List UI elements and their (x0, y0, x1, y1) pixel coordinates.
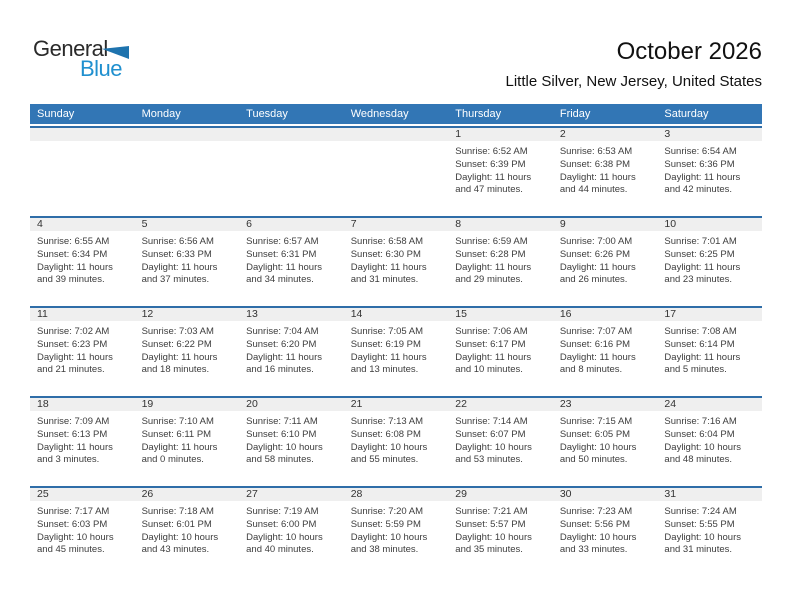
daylight-text-line1: Daylight: 10 hours (246, 441, 323, 453)
daylight-text-line1: Daylight: 11 hours (559, 171, 636, 183)
daylight-text-line1: Daylight: 10 hours (37, 531, 114, 543)
sunrise-text: Sunrise: 7:16 AM (664, 416, 737, 427)
weekday-header-tuesday: Tuesday (246, 108, 288, 120)
logo-text-general: General (33, 36, 108, 61)
day-cell-24 (657, 398, 762, 486)
daylight-text-line2: and 26 minutes. (559, 274, 628, 286)
sunrise-text: Sunrise: 7:11 AM (246, 416, 318, 427)
sunset-text: Sunset: 6:23 PM (37, 338, 108, 350)
weekday-header-monday: Monday (141, 108, 181, 120)
empty-day-cell (239, 128, 344, 216)
sunrise-text: Sunrise: 7:00 AM (559, 236, 633, 247)
day-number: 8 (455, 218, 462, 230)
daylight-text-line2: and 31 minutes. (664, 544, 733, 556)
daylight-text-line1: Daylight: 11 hours (141, 261, 218, 273)
sunrise-text: Sunrise: 7:13 AM (350, 416, 424, 427)
daylight-text-line2: and 53 minutes. (455, 454, 523, 466)
day-number: 11 (37, 308, 48, 320)
day-cell-23 (553, 398, 658, 486)
day-number: 13 (246, 308, 258, 320)
day-number: 5 (141, 218, 148, 230)
day-number: 26 (141, 488, 154, 500)
day-cell-1 (448, 128, 553, 216)
day-number: 28 (350, 488, 363, 500)
daylight-text-line2: and 40 minutes. (246, 544, 314, 556)
daylight-text-line1: Daylight: 10 hours (141, 531, 219, 543)
daylight-text-line2: and 3 minutes. (37, 454, 100, 466)
daylight-text-line2: and 29 minutes. (455, 274, 523, 286)
sunset-text: Sunset: 6:26 PM (559, 248, 631, 260)
daylight-text-line2: and 37 minutes. (141, 274, 210, 286)
daylight-text-line1: Daylight: 11 hours (559, 351, 636, 363)
sunrise-text: Sunrise: 7:24 AM (664, 506, 737, 517)
sunrise-text: Sunrise: 7:23 AM (559, 506, 633, 517)
daylight-text-line2: and 18 minutes. (141, 364, 210, 376)
day-cell-16 (553, 308, 658, 396)
day-number: 12 (141, 308, 154, 320)
sunset-text: Sunset: 6:33 PM (141, 248, 212, 260)
sunrise-text: Sunrise: 7:14 AM (455, 416, 528, 427)
daylight-text-line2: and 23 minutes. (664, 274, 733, 286)
daylight-text-line2: and 45 minutes. (37, 544, 105, 556)
daylight-text-line1: Daylight: 10 hours (559, 441, 637, 453)
daylight-text-line1: Daylight: 11 hours (664, 261, 741, 273)
sunset-text: Sunset: 6:28 PM (455, 248, 526, 260)
daylight-text-line2: and 13 minutes. (350, 364, 419, 376)
sunset-text: Sunset: 6:10 PM (246, 428, 317, 440)
day-number: 1 (455, 128, 462, 140)
day-number: 6 (246, 218, 252, 230)
week-row (30, 126, 762, 216)
day-cell-27 (239, 488, 344, 576)
week-row (30, 216, 762, 306)
sunset-text: Sunset: 6:05 PM (559, 428, 631, 440)
day-number: 3 (664, 128, 671, 140)
daylight-text-line2: and 48 minutes. (664, 454, 733, 466)
sunrise-text: Sunrise: 7:19 AM (246, 506, 319, 517)
daylight-text-line2: and 0 minutes. (141, 454, 204, 466)
sunset-text: Sunset: 6:30 PM (350, 248, 421, 260)
day-cell-11 (30, 308, 135, 396)
day-number: 22 (455, 398, 467, 410)
daylight-text-line2: and 8 minutes. (559, 364, 623, 376)
day-number: 10 (664, 218, 677, 230)
daylight-text-line1: Daylight: 11 hours (246, 261, 323, 273)
sunrise-text: Sunrise: 7:05 AM (350, 326, 424, 337)
general-blue-logo (33, 36, 163, 84)
day-cell-5 (135, 218, 240, 306)
daylight-text-line2: and 42 minutes. (664, 184, 733, 196)
weekday-header-friday: Friday (559, 108, 591, 120)
day-number: 15 (455, 308, 467, 320)
daylight-text-line2: and 38 minutes. (350, 544, 419, 556)
sunset-text: Sunset: 5:56 PM (559, 518, 631, 530)
day-number: 9 (559, 218, 566, 230)
day-cell-30 (553, 488, 658, 576)
weeks-container (30, 126, 762, 576)
sunset-text: Sunset: 6:39 PM (455, 158, 526, 170)
day-cell-12 (135, 308, 240, 396)
day-cell-8 (448, 218, 553, 306)
daylight-text-line1: Daylight: 11 hours (141, 351, 218, 363)
sunrise-text: Sunrise: 7:07 AM (559, 326, 633, 337)
daylight-text-line1: Daylight: 11 hours (455, 261, 532, 273)
daylight-text-line2: and 5 minutes. (664, 364, 727, 376)
sunset-text: Sunset: 6:14 PM (664, 338, 735, 350)
sunset-text: Sunset: 6:38 PM (559, 158, 631, 170)
sunset-text: Sunset: 5:59 PM (350, 518, 421, 530)
day-cell-28 (344, 488, 449, 576)
daylight-text-line1: Daylight: 11 hours (664, 351, 741, 363)
sunset-text: Sunset: 6:17 PM (455, 338, 526, 350)
sunset-text: Sunset: 6:11 PM (141, 428, 212, 440)
sunset-text: Sunset: 6:07 PM (455, 428, 526, 440)
week-row (30, 486, 762, 576)
sunset-text: Sunset: 6:16 PM (559, 338, 631, 350)
day-number: 23 (559, 398, 572, 410)
day-number: 31 (664, 488, 677, 500)
day-number: 25 (37, 488, 49, 500)
daylight-text-line1: Daylight: 10 hours (455, 531, 532, 543)
day-cell-3 (657, 128, 762, 216)
sunset-text: Sunset: 6:04 PM (664, 428, 735, 440)
empty-day-cell (344, 128, 449, 216)
sunrise-text: Sunrise: 6:59 AM (455, 236, 528, 247)
title-block (506, 38, 763, 90)
week-row (30, 396, 762, 486)
sunset-text: Sunset: 6:00 PM (246, 518, 317, 530)
daylight-text-line2: and 55 minutes. (350, 454, 419, 466)
sunrise-text: Sunrise: 7:06 AM (455, 326, 528, 337)
daylight-text-line1: Daylight: 10 hours (350, 441, 428, 453)
daylight-text-line1: Daylight: 10 hours (350, 531, 428, 543)
day-number: 18 (37, 398, 49, 410)
sunset-text: Sunset: 6:25 PM (664, 248, 735, 260)
day-number: 29 (455, 488, 467, 500)
sunset-text: Sunset: 6:19 PM (350, 338, 421, 350)
day-cell-7 (344, 218, 449, 306)
day-number: 24 (664, 398, 677, 410)
sunset-text: Sunset: 6:13 PM (37, 428, 108, 440)
day-number: 7 (350, 218, 357, 230)
daylight-text-line1: Daylight: 11 hours (350, 351, 427, 363)
day-cell-14 (344, 308, 449, 396)
day-cell-26 (135, 488, 240, 576)
day-number: 2 (559, 128, 566, 140)
sunrise-text: Sunrise: 6:56 AM (141, 236, 214, 247)
weekday-header-row (30, 104, 762, 124)
sunrise-text: Sunrise: 6:52 AM (455, 146, 528, 157)
day-number: 4 (37, 218, 43, 230)
daylight-text-line2: and 33 minutes. (559, 544, 628, 556)
empty-day-cell (30, 128, 135, 216)
day-cell-21 (344, 398, 449, 486)
weekday-header-thursday: Thursday (455, 108, 502, 120)
day-cell-13 (239, 308, 344, 396)
day-cell-17 (657, 308, 762, 396)
sunset-text: Sunset: 6:34 PM (37, 248, 108, 260)
calendar-table (30, 104, 762, 576)
daylight-text-line2: and 16 minutes. (246, 364, 314, 376)
day-cell-20 (239, 398, 344, 486)
day-number: 27 (246, 488, 258, 500)
daylight-text-line1: Daylight: 11 hours (246, 351, 323, 363)
day-number: 21 (350, 398, 363, 410)
sunrise-text: Sunrise: 7:09 AM (37, 416, 110, 427)
daylight-text-line2: and 34 minutes. (246, 274, 314, 286)
daylight-text-line1: Daylight: 11 hours (455, 351, 532, 363)
sunrise-text: Sunrise: 7:21 AM (455, 506, 528, 517)
daylight-text-line1: Daylight: 11 hours (37, 351, 113, 363)
daylight-text-line2: and 44 minutes. (559, 184, 628, 196)
daylight-text-line1: Daylight: 11 hours (141, 441, 218, 453)
day-cell-18 (30, 398, 135, 486)
sunrise-text: Sunrise: 7:17 AM (37, 506, 110, 517)
sunrise-text: Sunrise: 7:15 AM (559, 416, 633, 427)
sunset-text: Sunset: 6:03 PM (37, 518, 108, 530)
day-cell-31 (657, 488, 762, 576)
sunrise-text: Sunrise: 7:20 AM (350, 506, 424, 517)
sunrise-text: Sunrise: 7:18 AM (141, 506, 214, 517)
sunset-text: Sunset: 5:55 PM (664, 518, 735, 530)
location-subtitle: Little Silver, New Jersey, United States (505, 73, 762, 90)
daylight-text-line1: Daylight: 11 hours (37, 441, 113, 453)
daylight-text-line1: Daylight: 11 hours (559, 261, 636, 273)
daylight-text-line1: Daylight: 10 hours (664, 531, 741, 543)
daylight-text-line1: Daylight: 11 hours (664, 171, 741, 183)
week-row (30, 306, 762, 396)
daylight-text-line2: and 43 minutes. (141, 544, 210, 556)
sunset-text: Sunset: 6:01 PM (141, 518, 212, 530)
day-cell-2 (553, 128, 658, 216)
sunrise-text: Sunrise: 7:04 AM (246, 326, 319, 337)
sunset-text: Sunset: 6:36 PM (664, 158, 735, 170)
day-cell-4 (30, 218, 135, 306)
daylight-text-line1: Daylight: 11 hours (37, 261, 113, 273)
daylight-text-line1: Daylight: 11 hours (455, 171, 532, 183)
daylight-text-line2: and 21 minutes. (37, 364, 105, 376)
month-title: October 2026 (616, 38, 762, 65)
day-cell-19 (135, 398, 240, 486)
daylight-text-line2: and 39 minutes. (37, 274, 105, 286)
logo-text-blue: Blue (80, 56, 123, 81)
day-cell-29 (448, 488, 553, 576)
sunset-text: Sunset: 6:20 PM (246, 338, 317, 350)
daylight-text-line1: Daylight: 11 hours (350, 261, 427, 273)
daylight-text-line2: and 47 minutes. (455, 184, 523, 196)
sunset-text: Sunset: 5:57 PM (455, 518, 526, 530)
day-number: 19 (141, 398, 154, 410)
daylight-text-line2: and 35 minutes. (455, 544, 523, 556)
sunrise-text: Sunrise: 7:01 AM (664, 236, 737, 247)
weekday-header-wednesday: Wednesday (350, 108, 409, 120)
day-cell-25 (30, 488, 135, 576)
sunrise-text: Sunrise: 7:10 AM (141, 416, 214, 427)
daylight-text-line1: Daylight: 10 hours (246, 531, 323, 543)
daylight-text-line2: and 50 minutes. (559, 454, 628, 466)
sunrise-text: Sunrise: 6:58 AM (350, 236, 424, 247)
sunset-text: Sunset: 6:08 PM (350, 428, 421, 440)
day-cell-10 (657, 218, 762, 306)
day-number: 16 (559, 308, 572, 320)
day-cell-9 (553, 218, 658, 306)
day-cell-22 (448, 398, 553, 486)
daylight-text-line2: and 31 minutes. (350, 274, 419, 286)
daylight-text-line2: and 58 minutes. (246, 454, 314, 466)
sunrise-text: Sunrise: 6:53 AM (559, 146, 633, 157)
daylight-text-line1: Daylight: 10 hours (559, 531, 637, 543)
empty-day-cell (135, 128, 240, 216)
weekday-header-sunday: Sunday (37, 108, 75, 120)
daylight-text-line1: Daylight: 10 hours (455, 441, 532, 453)
daylight-text-line1: Daylight: 10 hours (664, 441, 741, 453)
sunrise-text: Sunrise: 6:57 AM (246, 236, 319, 247)
sunset-text: Sunset: 6:22 PM (141, 338, 212, 350)
daylight-text-line2: and 10 minutes. (455, 364, 523, 376)
day-number: 30 (559, 488, 572, 500)
sunrise-text: Sunrise: 6:54 AM (664, 146, 737, 157)
sunset-text: Sunset: 6:31 PM (246, 248, 317, 260)
day-number: 17 (664, 308, 677, 320)
weekday-header-saturday: Saturday (664, 108, 709, 120)
sunrise-text: Sunrise: 7:02 AM (37, 326, 110, 337)
sunrise-text: Sunrise: 7:08 AM (664, 326, 737, 337)
day-number: 14 (350, 308, 363, 320)
day-cell-15 (448, 308, 553, 396)
sunrise-text: Sunrise: 7:03 AM (141, 326, 214, 337)
day-cell-6 (239, 218, 344, 306)
sunrise-text: Sunrise: 6:55 AM (37, 236, 110, 247)
day-number: 20 (246, 398, 258, 410)
